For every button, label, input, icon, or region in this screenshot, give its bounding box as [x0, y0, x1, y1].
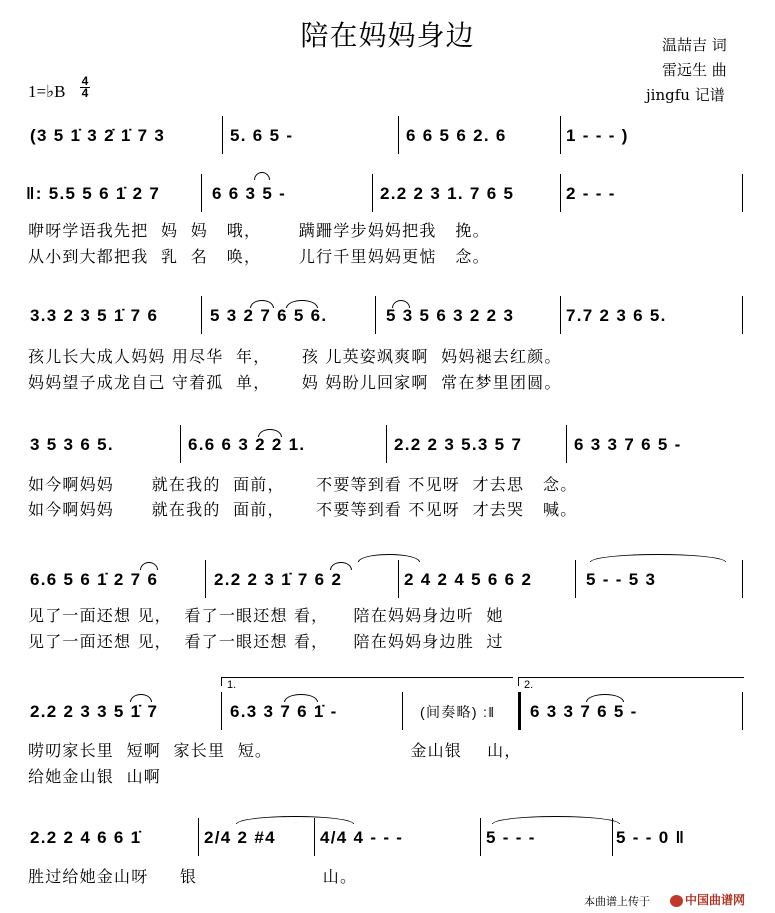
barline [222, 116, 223, 154]
tie-slur [254, 172, 270, 180]
tie-slur [236, 816, 354, 824]
measure: 2/4 2 #4 [204, 828, 276, 847]
key-signature: 1=♭B [28, 82, 66, 101]
lyric-line: 如今啊妈妈 就在我的 面前， 不要等到看 不见呀 才去哭 喊。 [28, 500, 578, 519]
measure: 5 3 5 6 3 2 2 3 [386, 306, 515, 325]
measure: 2 4 2 4 5 6 6 2 [404, 570, 533, 589]
barline [480, 818, 481, 856]
time-sig-bottom: 4 [81, 86, 89, 100]
tie-slur [250, 300, 274, 308]
site-logo-icon [670, 895, 683, 907]
volta-bracket-2 [518, 677, 744, 678]
measure: 6 6 5 6 2. 6 [406, 126, 507, 145]
measure: 2 - - - [566, 184, 616, 203]
measure: 7.7 2 3 6 5. [566, 306, 667, 325]
upload-text: 本曲谱上传于 [584, 896, 650, 908]
transcriber-credit: jingfu 记谱 [646, 86, 725, 104]
system-7 [0, 818, 775, 862]
barline [372, 174, 373, 212]
barline [375, 296, 376, 334]
measure: 6.6 5 6 1̇ 2 7 6 [30, 570, 159, 589]
lyricist-credit: 温喆吉 词 [662, 36, 727, 54]
volta-number: 1. [227, 679, 237, 691]
barline [560, 296, 561, 334]
barline [742, 560, 743, 598]
tie-slur [358, 554, 420, 562]
composer-credit: 雷远生 曲 [662, 61, 727, 79]
measure: 4/4 4 - - - [320, 828, 404, 847]
barline [221, 692, 222, 730]
barline [566, 425, 567, 463]
measure: 6.6 6 3 2 2 1. [188, 435, 306, 454]
barline [198, 818, 199, 856]
volta-number: 2. [524, 679, 534, 691]
system-5 [0, 560, 775, 604]
time-sig-top: 4 [81, 74, 89, 88]
interlude-note: (间奏略) :‖ [420, 704, 496, 720]
system-1 [0, 116, 775, 160]
tie-slur [286, 300, 318, 308]
lyric-line: 见了一面还想 见， 看了一眼还想 看， 陪在妈妈身边听 她 [28, 606, 504, 625]
lyric-line: 妈妈望子成龙自己 守着孤 单， 妈 妈盼儿回家啊 常在梦里团圆。 [28, 373, 562, 392]
measure: ‖: 5.5 5 6 1̇ 2 7 [26, 184, 161, 203]
barline [205, 560, 206, 598]
barline [180, 425, 181, 463]
site-name: 中国曲谱网 [685, 893, 746, 907]
lyric-line: 咿呀学语我先把 妈 妈 哦， 蹒跚学步妈妈把我 挽。 [28, 221, 490, 240]
tie-slur [330, 562, 352, 570]
measure: 2.2 2 3 5.3 5 7 [394, 435, 523, 454]
measure: 5. 6 5 - [230, 126, 294, 145]
barline [560, 174, 561, 212]
upload-note [584, 893, 650, 909]
tie-slur [586, 694, 624, 702]
measure: 5 - - 5 3 [586, 570, 657, 589]
tie-slur [590, 554, 726, 562]
measure: 5 3 2 7 6 5 6. [210, 306, 328, 325]
barline [386, 425, 387, 463]
measure: 3.3 2 3 5 1̇ 7 6 [30, 306, 159, 325]
measure: 2.2 2 3 1. 7 6 5 [380, 184, 515, 203]
time-signature [80, 76, 90, 99]
barline [398, 116, 399, 154]
measure: 5 - - - [486, 828, 536, 847]
measure: 1 - - - ) [566, 126, 629, 145]
lyric-line: 见了一面还想 见， 看了一眼还想 看， 陪在妈妈身边胜 过 [28, 632, 504, 651]
system-6 [0, 692, 775, 736]
lyric-line: 唠叨家长里 短啊 家长里 短。 金山银 山， [28, 741, 522, 760]
song-title: 陪在妈妈身边 [300, 19, 475, 52]
measure: 5 - - 0 ‖ [616, 828, 686, 847]
measure: 2.2 2 4 6 6 1̇ [30, 828, 142, 847]
barline [560, 116, 561, 154]
measure: 6 3 3 7 6 5 - [530, 702, 638, 721]
tie-slur [258, 429, 282, 437]
measure: 6 3 3 7 6 5 - [574, 435, 682, 454]
barline [201, 296, 202, 334]
measure: (3 5 1̇ 3 2̇ 1̇ 7 3 [30, 126, 166, 145]
system-3 [0, 296, 775, 340]
measure: 6.3 3 7 6 1̇ - [230, 702, 338, 721]
site-logo[interactable] [670, 891, 745, 908]
barline [575, 560, 576, 598]
tie-slur [492, 816, 620, 824]
lyric-line: 如今啊妈妈 就在我的 面前， 不要等到看 不见呀 才去思 念。 [28, 475, 578, 494]
lyric-line: 胜过给她金山呀 银 山。 [28, 867, 358, 886]
measure: 2.2 2 3 3 5 1̇ 7 [30, 702, 159, 721]
volta-bracket-1 [221, 677, 513, 678]
system-2 [0, 174, 775, 218]
tie-slur [392, 300, 410, 308]
lyric-line: 从小到大都把我 乳 名 唤， 儿行千里妈妈更惦 念。 [28, 247, 490, 266]
barline [402, 692, 403, 730]
tie-slur [140, 562, 158, 570]
repeat-end-barline [518, 692, 521, 730]
measure: 6 6 3 5 - [212, 184, 287, 203]
lyric-line: 给她金山银 山啊 [28, 767, 161, 786]
barline [398, 560, 399, 598]
lyric-line: 孩儿长大成人妈妈 用尽华 年， 孩 儿英姿飒爽啊 妈妈褪去红颜。 [28, 347, 562, 366]
barline [742, 692, 743, 730]
system-4 [0, 425, 775, 469]
tie-slur [130, 694, 152, 702]
barline [742, 174, 743, 212]
barline [201, 174, 202, 212]
measure: 2.2 2 3 1̇ 7 6 2 [214, 570, 343, 589]
tie-slur [284, 694, 318, 702]
volta-bracket-2-start [518, 677, 519, 686]
volta-bracket-1-start [221, 677, 222, 686]
measure: 3 5 3 6 5. [30, 435, 114, 454]
barline [742, 296, 743, 334]
